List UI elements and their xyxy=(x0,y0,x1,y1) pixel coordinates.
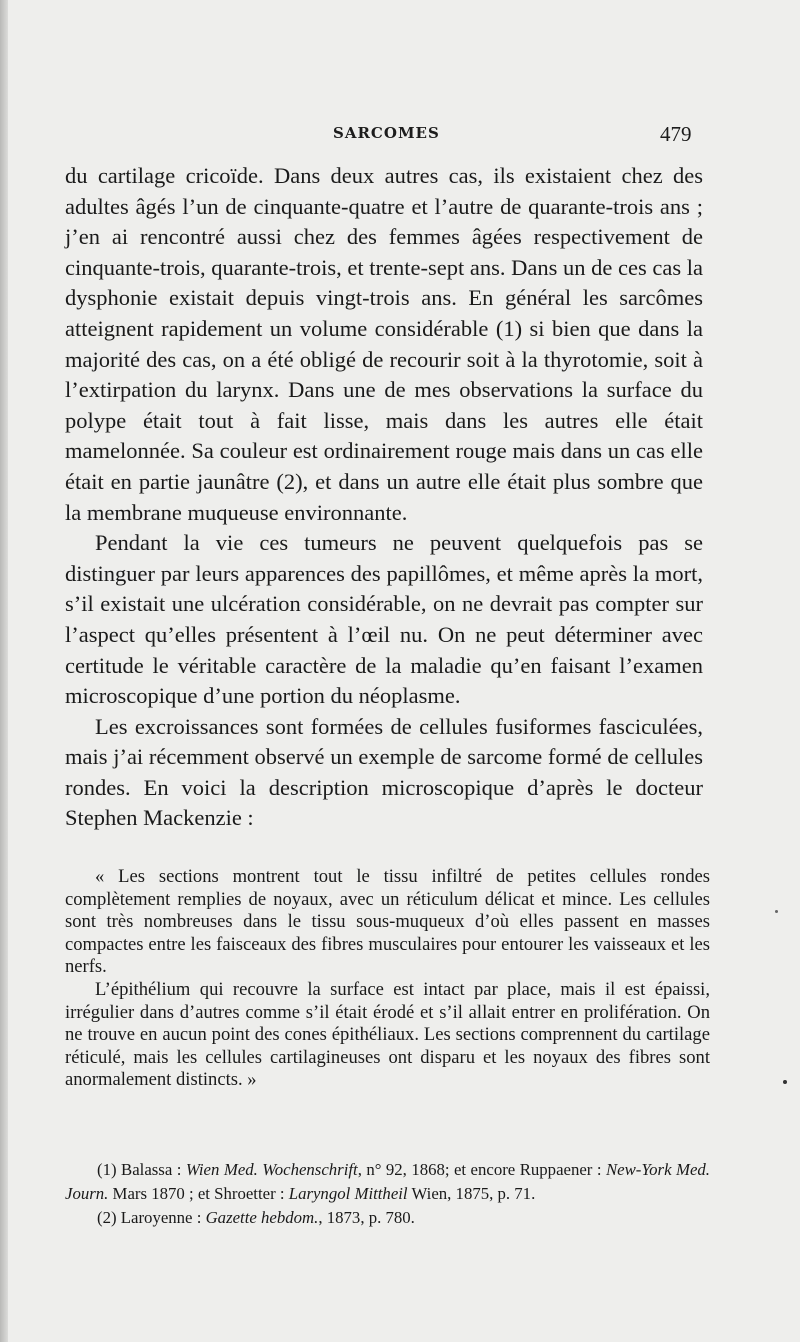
footnote-text: , n° 92, 1868; et encore Ruppaener : xyxy=(357,1160,606,1179)
book-page xyxy=(8,0,800,1342)
ink-speck xyxy=(775,910,778,913)
page-edge-shadow xyxy=(0,0,8,1342)
page-number: 479 xyxy=(660,122,692,146)
paragraph: Pendant la vie ces tumeurs ne peuvent quelquefois pas se distinguer par leurs apparences des papillômes, et même après la mort, s’il existait une ulcération considérable, on ne devrait pas compter sur l’aspect qu’elles présentent à l’œil nu. On ne peut déterminer avec certitude le véritable caractère de la maladie qu’en faisant l’examen microscopique d’une portion du néoplasme. xyxy=(65,530,703,709)
footnote-italic: New-York Med. Journ. xyxy=(65,1160,710,1203)
quote-paragraph: L’épithélium qui recouvre la surface est intact par place, mais il est épaissi, irrégulier dans d’autres comme s’il était érodé et s’il allait entrer en prolifération. On ne trouve en aucun point des cones épithéliaux. Les sections comprennent du cartilage réticulé, mais les cellules cartilagineuses ont disparu et les noyaux des fibres sont anormalement distincts. » xyxy=(65,978,710,1091)
block-quote xyxy=(65,866,710,1092)
footnote-text: Wien, 1875, p. 71. xyxy=(407,1184,536,1203)
main-text xyxy=(65,161,703,834)
footnote-1 xyxy=(65,1158,710,1206)
footnote-2 xyxy=(65,1206,710,1230)
footnotes xyxy=(65,1158,710,1230)
footnote-text: (1) Balassa : xyxy=(97,1160,186,1179)
footnote-italic: Wien Med. Wochenschrift xyxy=(185,1160,358,1179)
running-head xyxy=(8,122,800,146)
footnote-text: , 1873, p. 780. xyxy=(318,1208,415,1227)
running-head-title: SARCOMES xyxy=(333,124,440,142)
footnote-text: Mars 1870 ; et Shroetter : xyxy=(108,1184,289,1203)
paragraph: Les excroissances sont formées de cellules fusiformes fasciculées, mais j’ai récemment observé un exemple de sarcome formé de cellules rondes. En voici la description microscopique d’après le docteur Stephen Mackenzie : xyxy=(65,713,703,831)
footnote-italic: Gazette hebdom. xyxy=(205,1208,319,1227)
quote-paragraph: « Les sections montrent tout le tissu infiltré de petites cellules rondes complètement remplies de noyaux, avec un réticulum délicat et mince. Les cellules sont très nombreuses dans le tissu sous-muqueux d’où elles passent en masses compactes entre les faisceaux des fibres musculaires pour entourer les vaisseaux et les nerfs. xyxy=(65,866,710,978)
ink-speck xyxy=(783,1080,787,1084)
footnote-text: (2) Laroyenne : xyxy=(97,1208,206,1227)
footnote-italic: Laryngol Mittheil xyxy=(288,1184,408,1203)
paragraph-continued: du cartilage cricoïde. Dans deux autres cas, ils existaient chez des adultes âgés l’un de cinquante-quatre et l’autre de quarante-trois ans ; j’en ai rencontré aussi chez des femmes âgées respectivement de cinquante-trois, quarante-trois, et trente-sept ans. Dans un de ces cas la dysphonie existait depuis vingt-trois ans. En général les sarcômes atteignent rapidement un volume considérable (1) si bien que dans la majorité des cas, on a été obligé de recourir soit à la thyrotomie, soit à l’extirpation du larynx. Dans une de mes observations la surface du polype était tout à fait lisse, mais dans les autres elle était mamelonnée. Sa couleur est ordinairement rouge mais dans un cas elle était en partie jaunâtre (2), et dans un autre elle était plus sombre que la membrane muqueuse environnante. xyxy=(65,163,703,525)
